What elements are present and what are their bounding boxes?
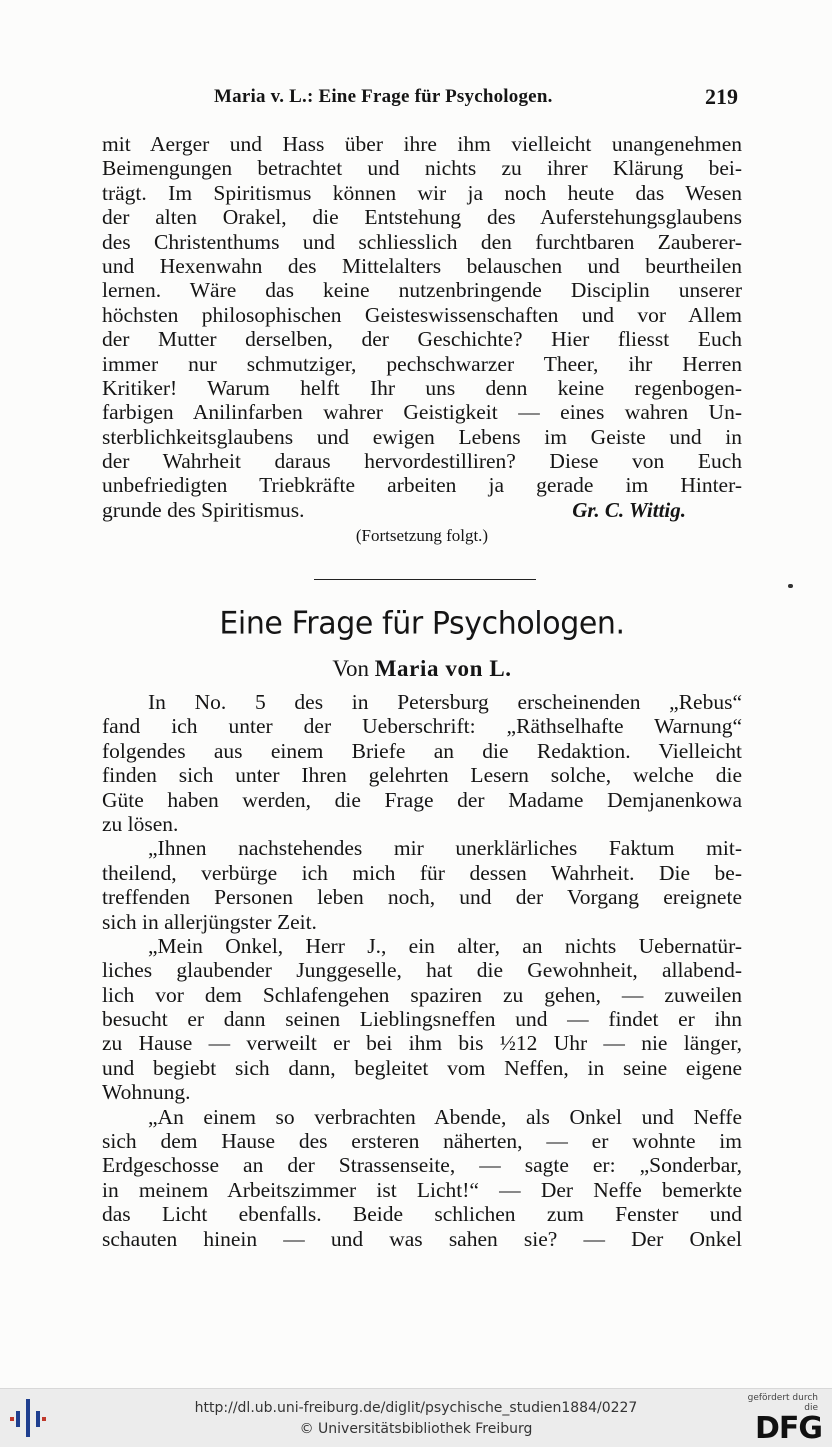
byline <box>102 656 742 682</box>
text-line: des Christenthums und schliesslich den furchtbaren Zauberer- <box>102 229 742 254</box>
text-line-with-signature <box>102 498 742 522</box>
text-line: der Mutter derselben, der Geschichte? Hier fliesst Euch <box>102 327 742 352</box>
text-line: besucht er dann seinen Lieblingsneffen und — findet er ihn <box>102 1007 742 1032</box>
text-line: trägt. Im Spiritismus können wir ja noch heute das Wesen <box>102 180 742 205</box>
byline-author: Maria von L. <box>374 656 512 681</box>
text-line: lich vor dem Schlafengehen spaziren zu gehen, — zuweilen <box>102 982 742 1007</box>
text-line: sich in allerjüngster Zeit. <box>102 909 317 934</box>
previous-article-text <box>102 132 742 522</box>
text-line: treffenden Personen leben noch, und der Vorgang ereignete <box>102 885 742 910</box>
text-line: höchsten philosophischen Geisteswissenschaften und vor Allem <box>102 302 742 327</box>
text-line: Beimengungen betrachtet und nichts zu ihrer Klärung bei- <box>102 156 742 181</box>
paragraph <box>102 934 742 1105</box>
text-line: zu lösen. <box>102 811 179 836</box>
sponsor-caption: gefördert durch die <box>747 1393 818 1413</box>
article-body <box>102 690 742 1251</box>
text-line: immer nur schmutziger, pechschwarzer Theer, ihr Herren <box>102 351 742 376</box>
section-divider <box>314 579 536 580</box>
byline-prefix: Von <box>332 656 369 681</box>
text-line: Güte haben werden, die Frage der Madame Demjanenkowa <box>102 787 742 812</box>
paragraph <box>102 690 742 836</box>
text-line: „Ihnen nachstehendes mir unerklärliches Faktum mit- <box>148 836 742 861</box>
dfg-logo: DFG <box>754 1411 822 1446</box>
text-line: sich dem Hause des ersteren näherten, — er wohnte im <box>102 1129 742 1154</box>
text-line: zu Hause — verweilt er bei ihm bis ½12 Uhr — nie länger, <box>102 1031 742 1056</box>
text-line: lernen. Wäre das keine nutzenbringende Disciplin unserer <box>102 278 742 303</box>
text-line: schauten hinein — und was sahen sie? — Der Onkel <box>102 1226 742 1251</box>
text-line: finden sich unter Ihren gelehrten Lesern solche, welche die <box>102 763 742 788</box>
viewer-footer <box>0 1388 832 1447</box>
text-line: in meinem Arbeitszimmer ist Licht!“ — Der Neffe bemerkte <box>102 1177 742 1202</box>
text-line: „Mein Onkel, Herr J., ein alter, an nichts Uebernatür- <box>148 933 742 958</box>
page-number: 219 <box>705 84 738 109</box>
text-line: fand ich unter der Ueberschrift: „Räthselhafte Warnung“ <box>102 714 742 739</box>
continued-note: (Fortsetzung folgt.) <box>355 526 489 545</box>
permalink-url[interactable]: http://dl.ub.uni-freiburg.de/diglit/psychische_studien1884/0227 <box>194 1400 638 1416</box>
text-line: folgendes aus einem Briefe an die Redaktion. Vielleicht <box>102 738 742 763</box>
text-line: der alten Orakel, die Entstehung des Auferstehungsglaubens <box>102 205 742 230</box>
text-line: und begiebt sich dann, begleitet vom Neffen, in seine eigene <box>102 1055 742 1080</box>
text-line: In No. 5 des in Petersburg erscheinenden „Rebus“ <box>148 690 742 714</box>
text-line: liches glaubender Junggeselle, hat die Gewohnheit, allabend- <box>102 958 742 983</box>
copyright-notice: © Universitätsbibliothek Freiburg <box>299 1421 533 1437</box>
text-line: und Hexenwahn des Mittelalters belauschen und beurtheilen <box>102 253 742 278</box>
paragraph <box>102 1105 742 1251</box>
text-line: „An einem so verbrachten Abende, als Onkel und Neffe <box>148 1104 742 1129</box>
text-line: sterblichkeitsglaubens und ewigen Lebens im Geiste und in <box>102 424 742 449</box>
text-line: Wohnung. <box>102 1080 191 1105</box>
text-line: mit Aerger und Hass über ihre ihm vielleicht unangenehmen <box>102 132 742 156</box>
text-line: Erdgeschosse an der Strassenseite, — sagte er: „Sonderbar, <box>102 1153 742 1178</box>
scan-speck <box>788 584 793 588</box>
author-signature: Gr. C. Wittig. <box>572 497 686 522</box>
running-title: Maria v. L.: Eine Frage für Psychologen. <box>214 86 553 107</box>
text-line: Kritiker! Warum helft Ihr uns denn keine regenbogen- <box>102 375 742 400</box>
article-title: Eine Frage für Psychologen. <box>219 605 625 642</box>
running-header <box>102 84 742 114</box>
text-line: grunde des Spiritismus. <box>102 497 305 522</box>
text-line: der Wahrheit daraus hervordestilliren? Diese von Euch <box>102 449 742 474</box>
text-line: unbefriedigten Triebkräfte arbeiten ja gerade im Hinter- <box>102 473 742 498</box>
paragraph <box>102 836 742 934</box>
text-line: farbigen Anilinfarben wahrer Geistigkeit — eines wahren Un- <box>102 400 742 425</box>
text-line: das Licht ebenfalls. Beide schlichen zum Fenster und <box>102 1202 742 1227</box>
sponsor-logo <box>732 1393 822 1445</box>
text-line: theilend, verbürge ich mich für dessen Wahrheit. Die be- <box>102 860 742 885</box>
